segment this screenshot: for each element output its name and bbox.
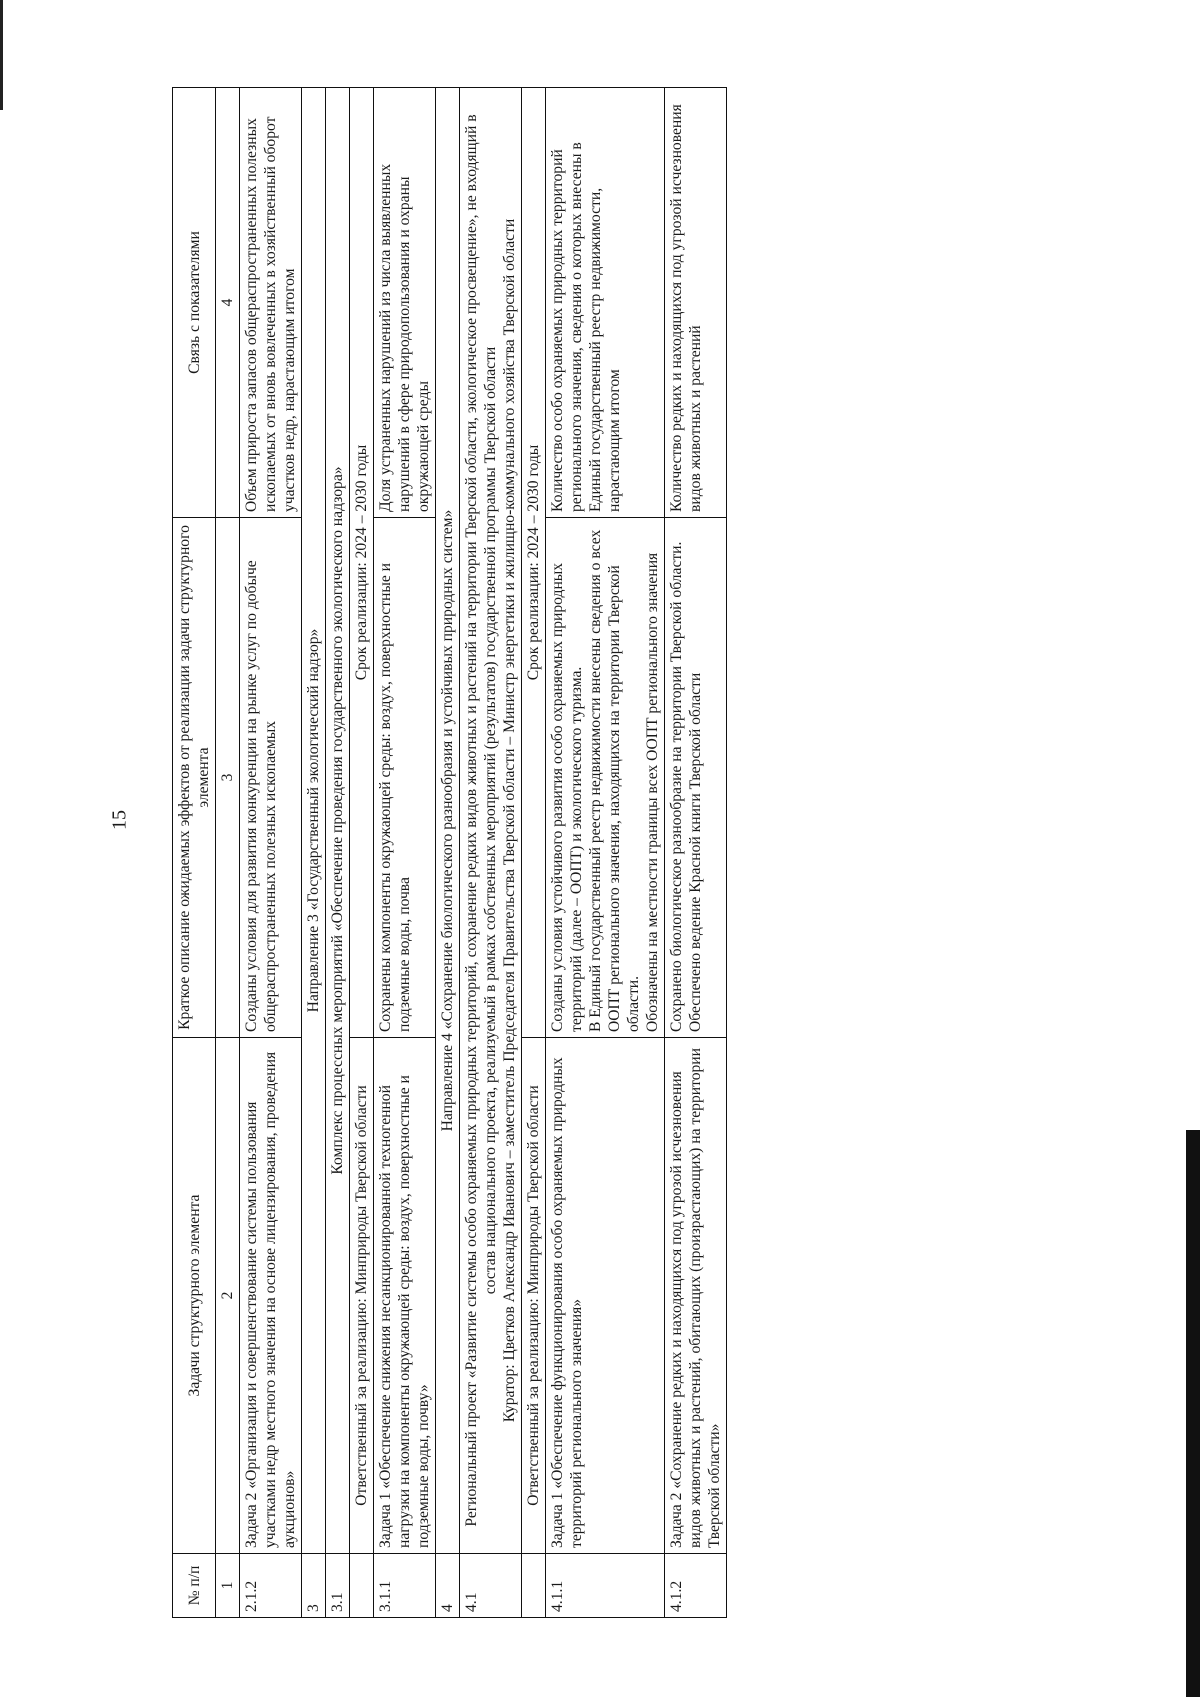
row-num: 3: [302, 1554, 326, 1618]
term-text: Срок реализации: 2024 – 2030 годы: [522, 88, 546, 1038]
row-task: Задача 2 «Сохранение редких и находящихся под угрозой исчезновения видов животных и растений, обитающих (произрастающих) на территории Тверской области»: [665, 1038, 727, 1554]
row-num: 4: [436, 1554, 460, 1618]
row-num: 4.1.2: [665, 1554, 727, 1618]
table-row: [240, 88, 302, 1618]
rotated-page: [172, 88, 1182, 1618]
row-effect: Сохранены компоненты окружающей среды: воздух, поверхностные и подземные воды, почва: [374, 518, 436, 1038]
direction-title: Направление 4 «Сохранение биологического разнообразия и устойчивых природных систем»: [436, 88, 460, 1554]
program-table: [172, 87, 727, 1618]
row-task: Задача 1 «Обеспечение снижения несанкционированной техногенной нагрузки на компоненты окружающей среды: воздух, поверхностные и подземные воды, почву»: [374, 1038, 436, 1554]
row-num: 4.1: [460, 1554, 522, 1618]
project-title: Региональный проект «Развитие системы особо охраняемых природных территорий, сохранение редких видов животных и растений на территории Тверской области, экологическое просвещение», не входящий в состав национального проекта, реализуемый в рамках собственных мероприятий (результатов) государственной программы Тверской области: [463, 114, 500, 1527]
complex-title: Комплекс процессных мероприятий «Обеспечение проведения государственного экологического надзора»: [326, 88, 350, 1554]
row-indicator: Количество редких и находящихся под угрозой исчезновения видов животных и растений: [665, 88, 727, 518]
effect-line: Обозначены на местности границы всех ООПТ регионального значения: [644, 552, 662, 1032]
project-curator: Куратор: Цветков Александр Иванович – заместитель Председателя Правительства Тверской области – Министр энергетики и жилищно-коммунального хозяйства Тверской области: [501, 218, 519, 1423]
row-task: Задача 2 «Организация и совершенствование системы пользования участками недр местного значения на основе лицензирования, проведения аукционов»: [240, 1038, 302, 1554]
row-num: 2.1.2: [240, 1554, 302, 1618]
row-task: Задача 1 «Обеспечение функционирования особо охраняемых природных территорий регионального значения»: [546, 1038, 665, 1554]
row-num: 4.1.1: [546, 1554, 665, 1618]
header-row: [173, 88, 216, 1618]
header-tasks: Задачи структурного элемента: [173, 1038, 216, 1554]
responsible-text: Ответственный за реализацию: Минприроды Тверской области: [350, 1038, 374, 1554]
table-row: [546, 88, 665, 1618]
row-num: 3.1.1: [374, 1554, 436, 1618]
row-effect: [546, 518, 665, 1038]
column-number: 4: [216, 88, 240, 518]
page-number: 15: [108, 810, 131, 830]
project-row: [460, 88, 522, 1618]
row-effect: Созданы условия для развития конкуренции на рынке услуг по добыче общераспространенных полезных ископаемых: [240, 518, 302, 1038]
header-indicators: Связь с показателями: [173, 88, 216, 518]
row-indicator: Объем прироста запасов общераспространенных полезных ископаемых от вновь вовлеченных в хозяйственный оборот участков недр, нарастающим итогом: [240, 88, 302, 518]
direction-row: [436, 88, 460, 1618]
table-row: [665, 88, 727, 1618]
responsible-row: [522, 88, 546, 1618]
header-num: № п/п: [173, 1554, 216, 1618]
complex-row: [326, 88, 350, 1618]
row-effect: [665, 518, 727, 1038]
effect-line: Обеспечено ведение Красной книги Тверской области: [687, 672, 705, 1032]
term-text: Срок реализации: 2024 – 2030 годы: [350, 88, 374, 1038]
direction-row: [302, 88, 326, 1618]
column-number-row: [216, 88, 240, 1618]
row-indicator: Количество особо охраняемых природных территорий регионального значения, сведения о которых внесены в Единый государственный реестр недвижимости, нарастающим итогом: [546, 88, 665, 518]
effect-line: Сохранено биологическое разнообразие на территории Тверской области.: [668, 541, 686, 1032]
responsible-row: [350, 88, 374, 1618]
direction-title: Направление 3 «Государственный экологический надзор»: [302, 88, 326, 1554]
project-cell: [460, 88, 522, 1554]
effect-line: Созданы условия устойчивого развития особо охраняемых природных территорий (далее – ООПТ) и экологического туризма.: [549, 562, 586, 1032]
header-effects: Краткое описание ожидаемых эффектов от реализации задачи структурного элемента: [173, 518, 216, 1038]
effect-line: В Единый государственный реестр недвижимости внесены сведения о всех ООПТ регионального значения, находящихся на территории Тверской области.: [587, 529, 643, 1032]
table-row: [374, 88, 436, 1618]
row-indicator: Доля устраненных нарушений из числа выявленных нарушений в сфере природопользования и охраны окружающей среды: [374, 88, 436, 518]
column-number: 1: [216, 1554, 240, 1618]
responsible-text: Ответственный за реализацию: Минприроды Тверской области: [522, 1038, 546, 1554]
scan-edge-right: [1186, 1130, 1200, 1697]
row-num: 3.1: [326, 1554, 350, 1618]
column-number: 2: [216, 1038, 240, 1554]
column-number: 3: [216, 518, 240, 1038]
scan-edge-left: [0, 0, 3, 110]
